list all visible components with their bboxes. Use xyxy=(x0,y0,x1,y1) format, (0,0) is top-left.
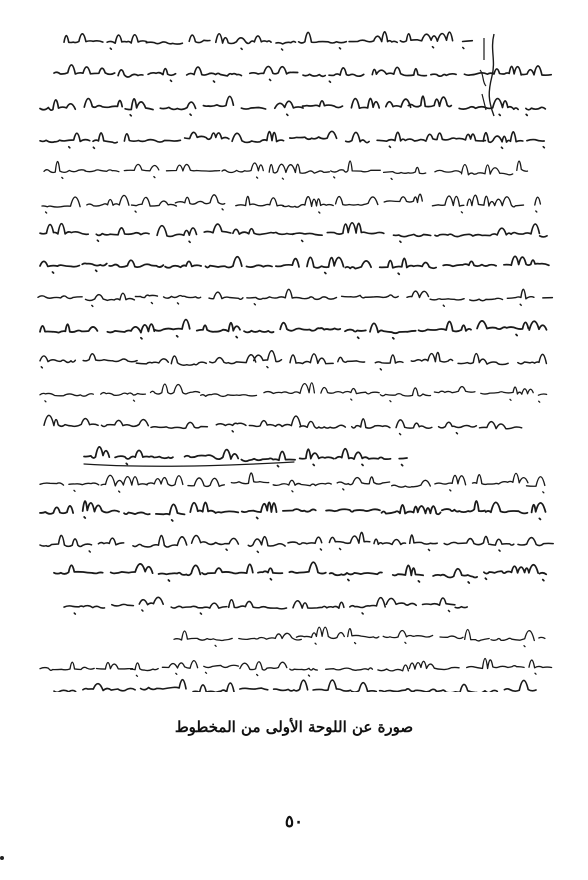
page-number: ٥٠ xyxy=(284,812,304,832)
scan-mark xyxy=(0,856,4,860)
figure-caption: صورة عن اللوحة الأولى من المخطوط xyxy=(174,718,414,736)
margin-note-image xyxy=(472,30,502,120)
